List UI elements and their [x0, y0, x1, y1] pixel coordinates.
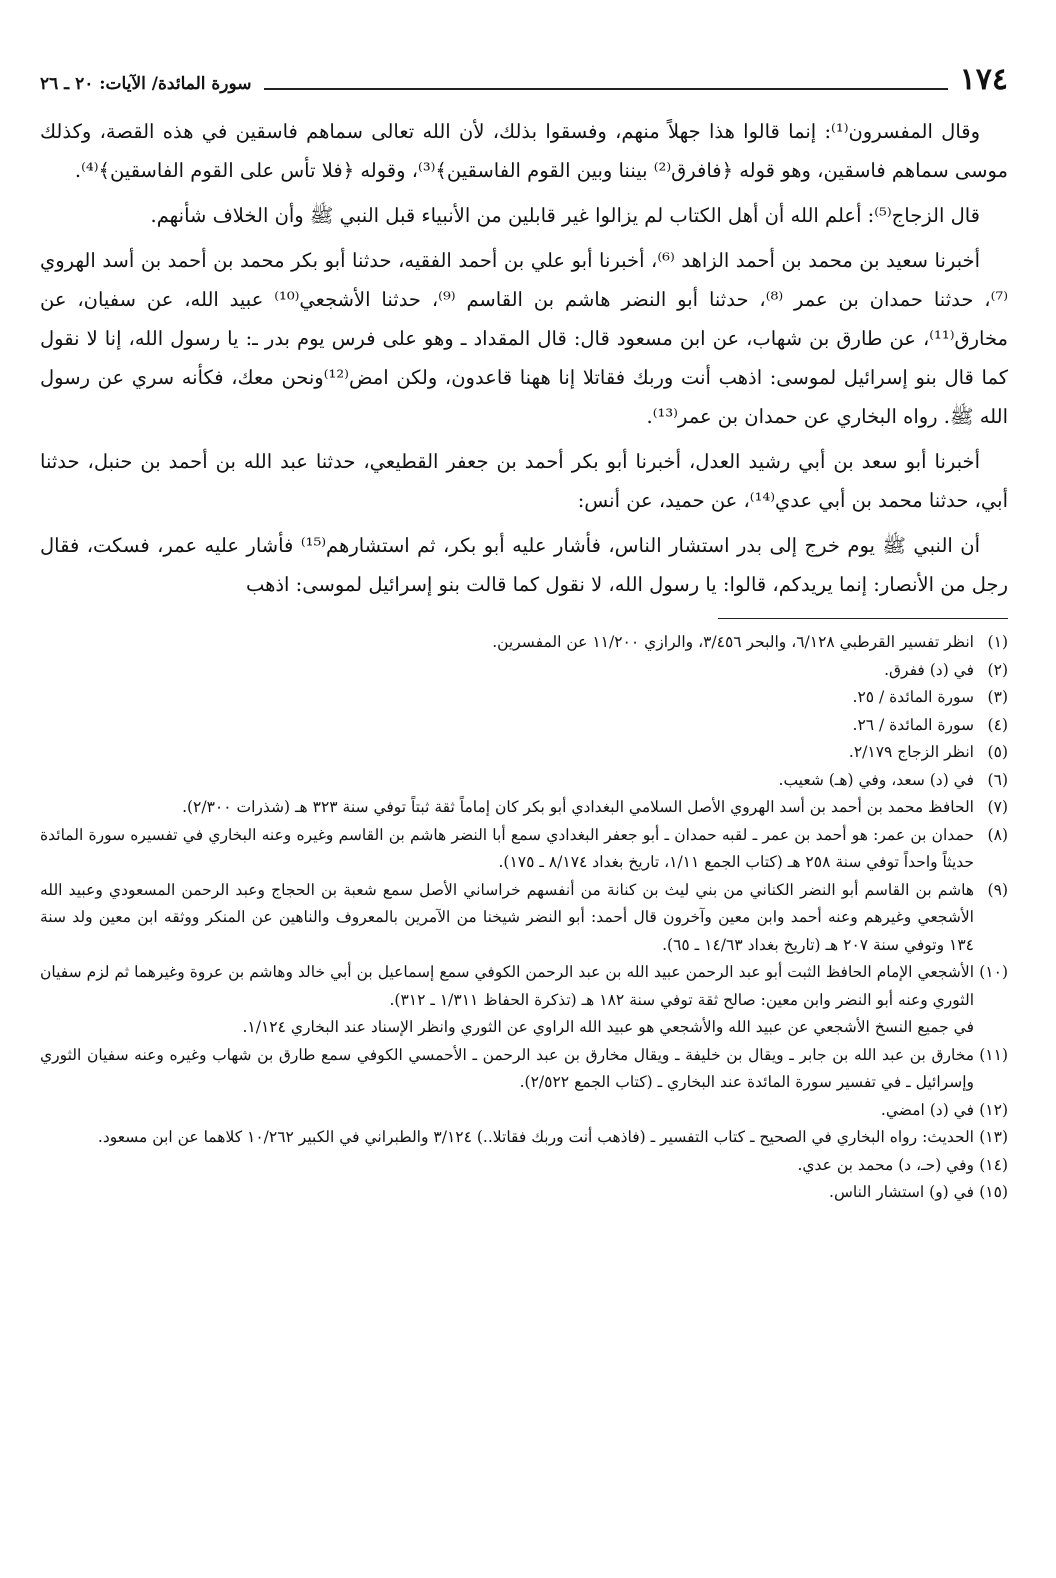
footnote-number: (٦)	[987, 770, 1008, 789]
footnote	[40, 739, 1008, 767]
footnote-text: في (د) سعد، وفي (هـ) شعيب.	[778, 770, 974, 789]
footnote	[40, 1097, 1008, 1125]
footnote-number: (٤)	[987, 715, 1008, 734]
paragraph: قال الزجاج⁽⁵⁾: أعلم الله أن أهل الكتاب لم يزالوا غير قابلين من الأنبياء قبل النبي ﷺ وأن الخلاف شأنهم.	[150, 204, 980, 227]
paragraph: أخبرنا سعيد بن محمد بن أحمد الزاهد ⁽⁶⁾، أخبرنا أبو علي بن أحمد الفقيه، حدثنا أبو بكر محمد بن أحمد بن أسد الهروي ⁽⁷⁾، حدثنا حمدان بن عمر ⁽⁸⁾، حدثنا أبو النضر هاشم بن القاسم ⁽⁹⁾، حدثنا الأشجعي⁽¹⁰⁾ عبيد الله، عن سفيان، عن مخارق⁽¹¹⁾، عن طارق بن شهاب، عن ابن مسعود قال: قال المقداد ـ وهو على فرس يوم بدر ـ: يا رسول الله، إنا لا نقول كما قال بنو إسرائيل لموسى: اذهب أنت وربك فقاتلا إنا ههنا قاعدون، ولكن امض⁽¹²⁾ونحن معك، فكأنه سري عن رسول الله ﷺ. رواه البخاري عن حمدان بن عمر⁽¹³⁾.	[40, 249, 1009, 428]
footnote	[40, 1042, 1008, 1097]
footnote	[40, 822, 1008, 877]
footnote-text: انظر تفسير القرطبي ٦/١٢٨، والبحر ٣/٤٥٦، والرازي ١١/٢٠٠ عن المفسرين.	[492, 633, 974, 651]
footnote-text: في (و) استشار الناس.	[829, 1183, 974, 1201]
footnote-text: الحديث: رواه البخاري في الصحيح ـ كتاب التفسير ـ (فاذهب أنت وربك فقاتلا..) ٣/١٢٤ والطبراني في الكبير ١٠/٢٦٢ كلاهما عن ابن مسعود.	[97, 1128, 974, 1146]
footnote-number: (٧)	[987, 798, 1008, 816]
footnote-text: في (د) ففرق.	[884, 660, 974, 679]
header-rule	[264, 88, 948, 90]
footnote	[40, 684, 1008, 712]
footnote	[40, 959, 1008, 1014]
footnote-text: سورة المائدة / ٢٦.	[852, 715, 974, 734]
footnote-number: (٩)	[987, 880, 1008, 899]
running-title: سورة المائدة/ الآيات: ٢٠ ـ ٢٦	[40, 74, 252, 94]
footnote	[40, 1179, 1008, 1207]
footnote-text: وفي (حـ، د) محمد بن عدي.	[797, 1155, 974, 1174]
footnote-text: سورة المائدة / ٢٥.	[852, 688, 974, 706]
footnote-text: الحافظ محمد بن أحمد بن أسد الهروي الأصل السلامي البغدادي أبو بكر كان إماماً ثقة ثبتاً توفي سنة ٣٢٣ هـ (شذرات ٢/٣٠٠).	[182, 798, 974, 816]
footnote-number: (١٤)	[979, 1155, 1008, 1174]
footnote-number: (١٠)	[979, 963, 1008, 981]
book-page	[40, 56, 1008, 1207]
footnote-number: (٨)	[987, 825, 1008, 844]
footnote	[40, 629, 1008, 657]
footnote	[40, 1124, 1008, 1152]
footnote-number: (٥)	[987, 743, 1008, 761]
footnote-number: (٣)	[987, 688, 1008, 706]
footnote-text: الأشجعي الإمام الحافظ الثبت أبو عبد الرحمن عبيد الله بن عبد الرحمن الكوفي سمع إسماعيل بن أبي خالد وهاشم بن عروة وغيرهما ثم لزم سفيان الثوري وعنه أبو النضر وابن معين: صالح ثقة توفي سنة ١٨٢ هـ (تذكرة الحفاظ ١/٣١١ ـ ٣١٢).	[40, 963, 974, 1009]
footnote-number: (١٢)	[979, 1100, 1008, 1119]
footnote-number: (٢)	[987, 660, 1008, 679]
footnote-number: (١٥)	[979, 1183, 1008, 1201]
footnote	[40, 1152, 1008, 1180]
footnote-text: حمدان بن عمر: هو أحمد بن عمر ـ لقبه حمدان ـ أبو جعفر البغدادي سمع أبا النضر هاشم بن القاسم وغيره وعنه البخاري في تفسيره سورة المائدة حديثاً واحداً توفي سنة ٢٥٨ هـ (كتاب الجمع ١/١١، تاريخ بغداد ٨/١٧٤ ـ ١٧٥).	[40, 825, 974, 871]
main-text	[40, 112, 1008, 604]
paragraph: وقال المفسرون⁽¹⁾: إنما قالوا هذا جهلاً منهم، وفسقوا بذلك، لأن الله تعالى سماهم فاسقين في هذه القصة، وكذلك موسى سماهم فاسقين، وهو قوله ﴿فافرق⁽²⁾ بيننا وبين القوم الفاسقين﴾⁽³⁾، وقوله ﴿فلا تأس على القوم الفاسقين﴾⁽⁴⁾.	[40, 120, 1008, 182]
paragraph: أخبرنا أبو سعد بن أبي رشيد العدل، أخبرنا أبو بكر أحمد بن جعفر القطيعي، حدثنا عبد الله بن أحمد بن حنبل، حدثنا أبي، حدثنا محمد بن أبي عدي⁽¹⁴⁾، عن حميد، عن أنس:	[40, 450, 1008, 512]
footnote	[40, 767, 1008, 795]
footnote-text: مخارق بن عبد الله بن جابر ـ ويقال بن خليفة ـ ويقال مخارق بن عبد الرحمن ـ الأحمسي الكوفي سمع طارق بن شهاب وغيره وعنه سفيان الثوري وإسرائيل ـ في تفسير سورة المائدة عند البخاري ـ (كتاب الجمع ٢/٥٢٢).	[40, 1045, 974, 1091]
footnote	[40, 657, 1008, 685]
footnote	[40, 877, 1008, 960]
footnote-text: هاشم بن القاسم أبو النضر الكناني من بني ليث بن كنانة من أنفسهم خراساني الأصل سمع شعبة بن الحجاج وعبد الرحمن المسعودي وعبيد الله الأشجعي وغيرهم وعنه أحمد وابن معين وآخرون قال أحمد: أبو النضر شيخنا من الآمرين بالمعروف والناهين عن المنكر ووثقه ابن معين ولد سنة ١٣٤ وتوفي سنة ٢٠٧ هـ (تاريخ بغداد ١٤/٦٣ ـ ٦٥).	[40, 880, 974, 954]
footnote-divider	[718, 618, 1008, 619]
footnote-continuation: في جميع النسخ الأشجعي عن عبيد الله والأشجعي هو عبيد الله الراوي عن الثوري وانظر الإسناد عند البخاري ١/١٢٤.	[242, 1018, 974, 1036]
footnote	[40, 712, 1008, 740]
footnote-number: (١١)	[979, 1045, 1008, 1064]
page-number: ١٧٤	[959, 62, 1008, 97]
page-header	[40, 56, 1008, 100]
footnote-text: انظر الزجاج ٢/١٧٩.	[848, 743, 974, 761]
footnote-number: (١)	[987, 633, 1008, 651]
footnotes	[40, 629, 1008, 1207]
footnote-number: (١٣)	[979, 1128, 1008, 1146]
footnote	[40, 794, 1008, 822]
footnote-text: في (د) امضي.	[880, 1100, 974, 1119]
paragraph: أن النبي ﷺ يوم خرج إلى بدر استشار الناس، فأشار عليه أبو بكر، ثم استشارهم⁽¹⁵⁾ فأشار عليه عمر، فسكت، فقال رجل من الأنصار: إنما يريدكم، قالوا: يا رسول الله، لا نقول كما قالت بنو إسرائيل لموسى: اذهب	[40, 534, 1008, 596]
